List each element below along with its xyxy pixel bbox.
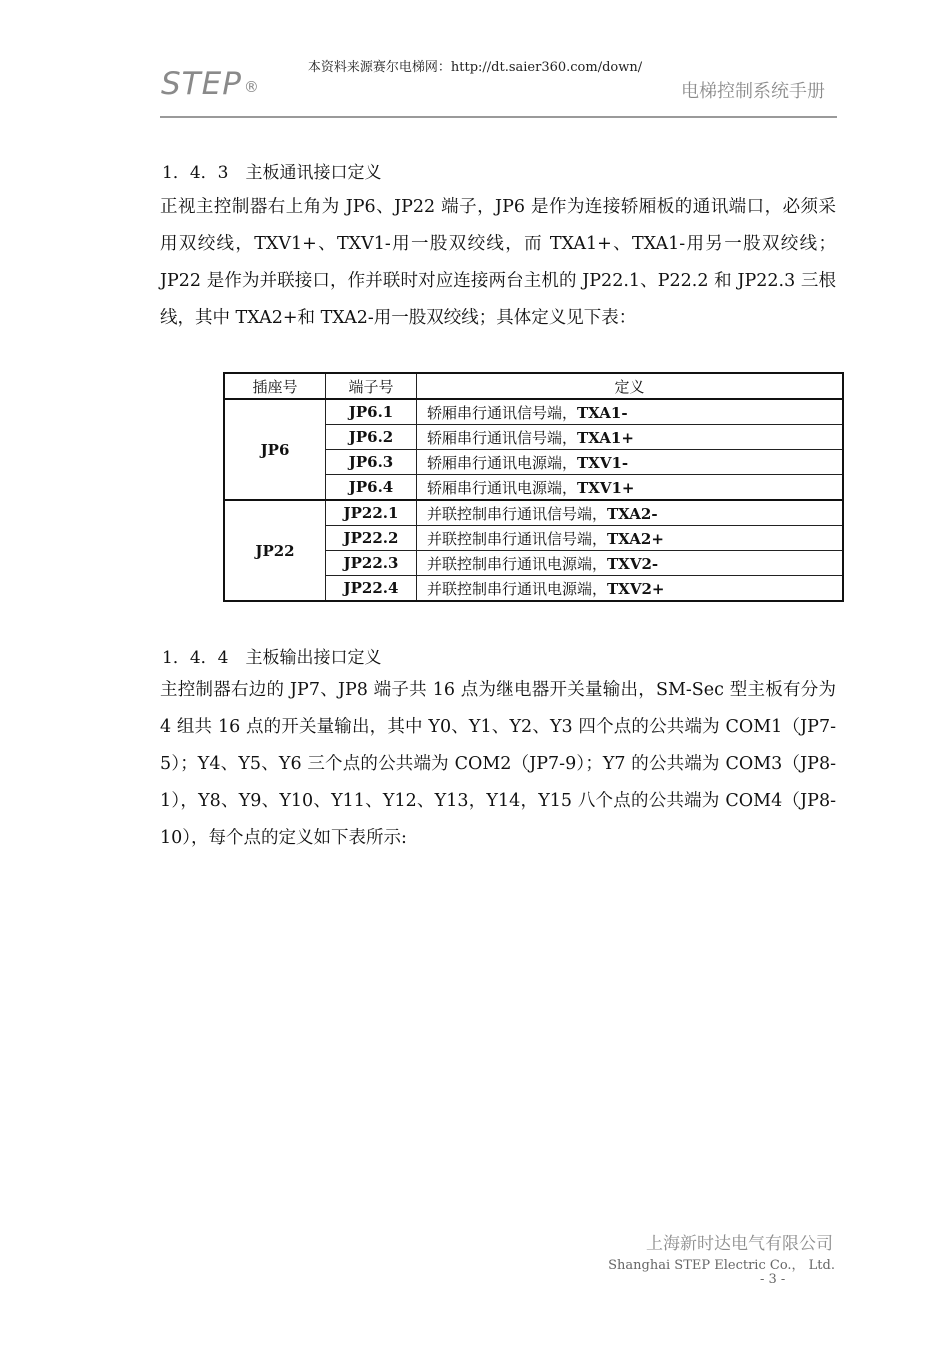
section-1-4-4-paragraph: 主控制器右边的 JP7、JP8 端子共 16 点为继电器开关量输出，SM-Sec 型主板有分为 4 组共 16 点的开关量输出，其中 Y0、Y1、Y2、Y3 四个点的公共端为 COM1（JP7-5）；Y4、Y5、Y6 三个点的公共端为 COM2（JP7-9）；Y7 的公共端为 COM3（JP8-1），Y8、Y9、Y10、Y11、Y12、Y13，Y14，Y15 八个点的公共端为 COM4（JP8-10），每个点的定义如下表所示: <box>160 680 836 848</box>
communication-port-table <box>223 372 844 602</box>
terminal-cell: JP22.2 <box>326 526 417 551</box>
table-row <box>224 500 843 526</box>
terminal-cell: JP6.4 <box>326 475 417 501</box>
terminal-cell: JP6.2 <box>326 425 417 450</box>
header-divider <box>160 116 837 118</box>
definition-cell: 并联控制串行通讯电源端，TXV2+ <box>417 576 844 602</box>
socket-jp6: JP6 <box>224 399 326 500</box>
definition-cell: 并联控制串行通讯信号端，TXA2+ <box>417 526 844 551</box>
header-socket: 插座号 <box>224 373 326 399</box>
definition-cell: 轿厢串行通讯电源端，TXV1+ <box>417 475 844 501</box>
definition-cell: 轿厢串行通讯信号端，TXA1+ <box>417 425 844 450</box>
document-title: 电梯控制系统手册 <box>681 81 825 102</box>
footer-company-en: Shanghai STEP Electric Co.， Ltd. <box>608 1258 835 1273</box>
definition-cell: 并联控制串行通讯电源端，TXV2- <box>417 551 844 576</box>
definition-cell: 轿厢串行通讯电源端，TXV1- <box>417 450 844 475</box>
terminal-cell: JP6.1 <box>326 399 417 425</box>
definition-cell: 轿厢串行通讯信号端，TXA1- <box>417 399 844 425</box>
table-header-row <box>224 373 843 399</box>
header-terminal: 端子号 <box>326 373 417 399</box>
table-row <box>224 399 843 425</box>
terminal-cell: JP22.4 <box>326 576 417 602</box>
definition-cell: 并联控制串行通讯信号端，TXA2- <box>417 500 844 526</box>
registered-mark: ® <box>243 78 260 96</box>
footer-company-cn: 上海新时达电气有限公司 <box>646 1234 833 1254</box>
section-heading-1-4-3: 1．4．3 主板通讯接口定义 <box>162 163 382 183</box>
terminal-cell: JP6.3 <box>326 450 417 475</box>
section-1-4-3-paragraph: 正视主控制器右上角为 JP6、JP22 端子，JP6 是作为连接轿厢板的通讯端口，必须采用双绞线，TXV1+、TXV1-用一股双绞线，而 TXA1+、TXA1-用另一股双绞线；JP22 是作为并联接口，作并联时对应连接两台主机的 JP22.1、P22.2 和 JP22.3 三根线，其中 TXA2+和 TXA2-用一股双绞线；具体定义见下表： <box>160 197 836 328</box>
page-number: - 3 - <box>760 1272 786 1287</box>
section-1-4-4-body <box>160 672 836 857</box>
section-heading-1-4-4: 1．4．4 主板输出接口定义 <box>162 648 382 668</box>
terminal-cell: JP22.1 <box>326 500 417 526</box>
socket-jp22: JP22 <box>224 500 326 601</box>
header-definition: 定义 <box>417 373 844 399</box>
logo-text: STEP <box>161 66 242 102</box>
terminal-cell: JP22.3 <box>326 551 417 576</box>
source-note: 本资料来源赛尔电梯网：http://dt.saier360.com/down/ <box>307 60 643 75</box>
step-logo <box>161 66 260 102</box>
section-1-4-3-body <box>160 189 836 337</box>
